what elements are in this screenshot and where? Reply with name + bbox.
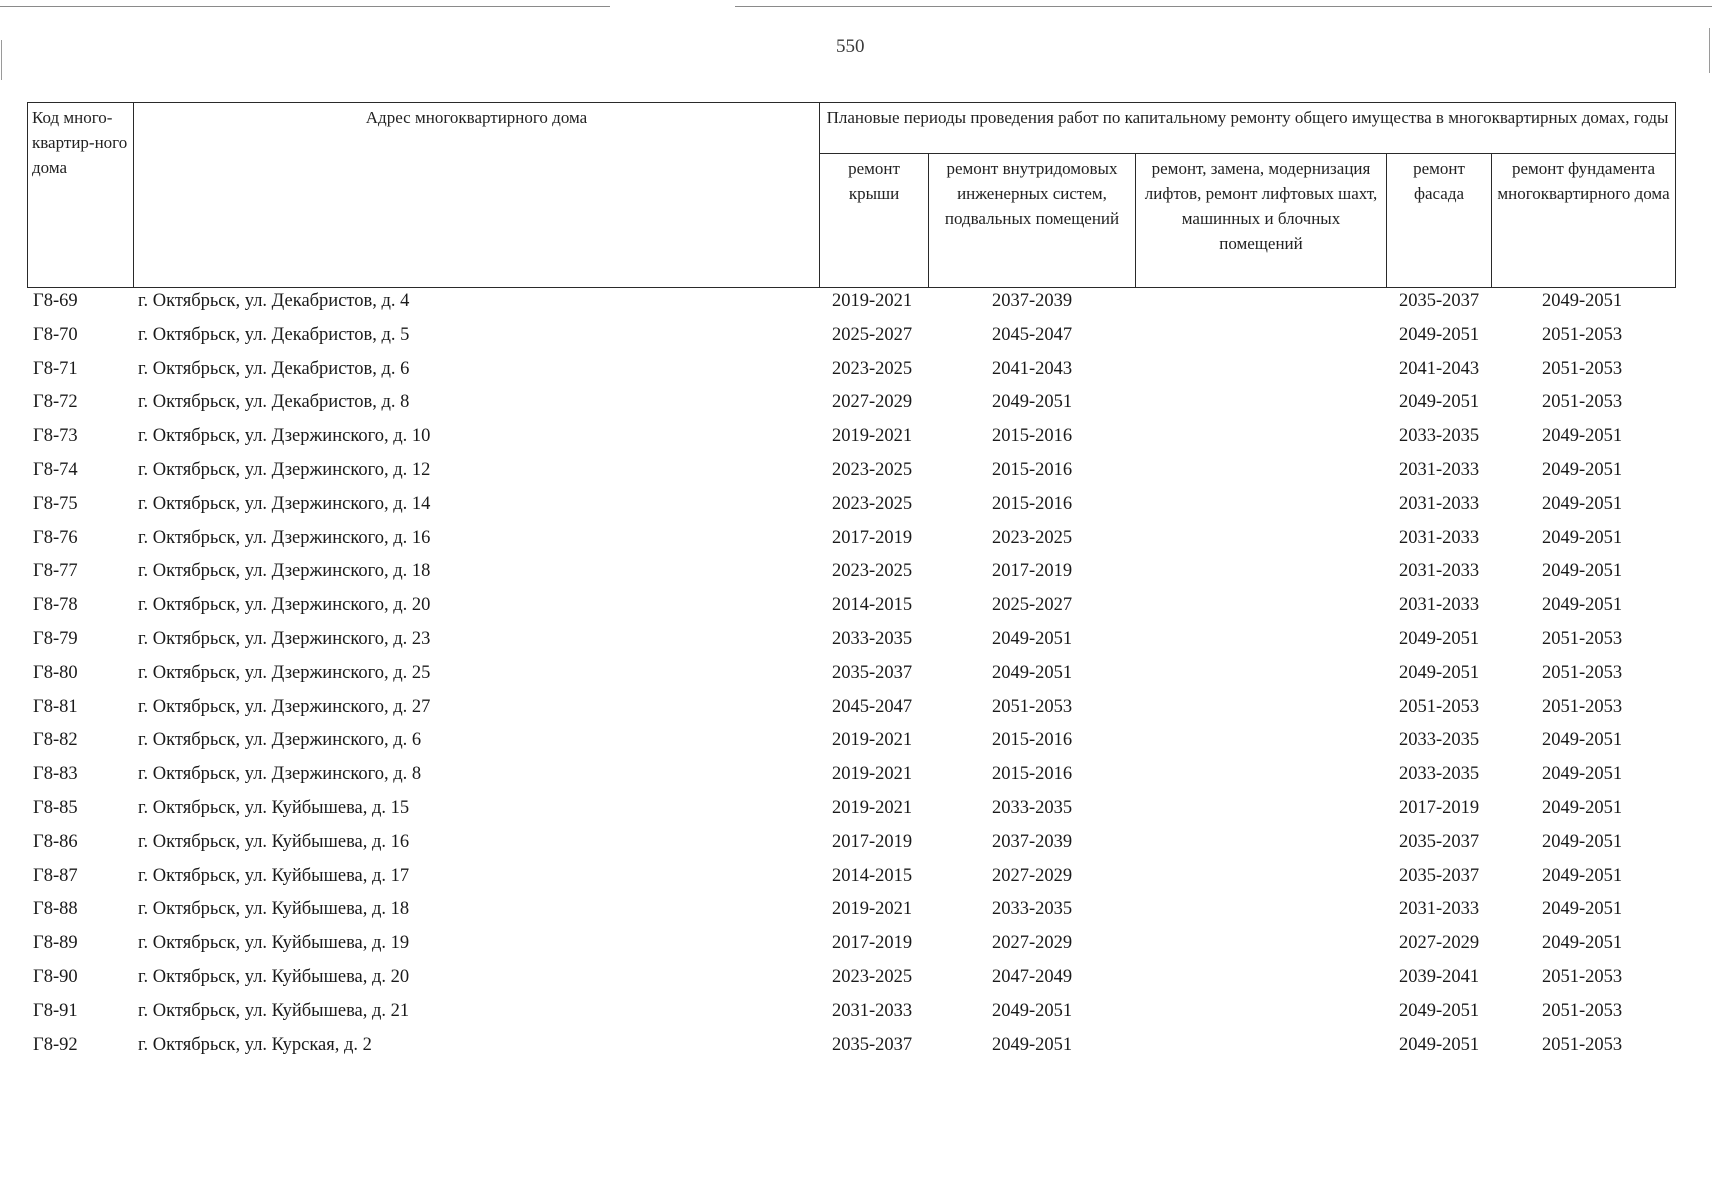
cell-systems: 2049-2051: [992, 1000, 1073, 1021]
table-row: [27, 1031, 1675, 1065]
cell-code: Г8-73: [33, 426, 78, 447]
table-row: [27, 895, 1675, 929]
cell-foundation: 2051-2053: [1542, 324, 1623, 345]
cell-systems: 2023-2025: [992, 527, 1073, 548]
header-code: Код много-квартир-ного дома: [28, 103, 134, 288]
cell-facade: 2049-2051: [1399, 1034, 1480, 1055]
cell-code: Г8-85: [33, 797, 78, 818]
cell-foundation: 2049-2051: [1542, 865, 1623, 886]
cell-facade: 2039-2041: [1399, 966, 1480, 987]
cell-roof: 2017-2019: [832, 933, 913, 954]
cell-foundation: 2049-2051: [1542, 561, 1623, 582]
cell-systems: 2017-2019: [992, 561, 1073, 582]
cell-facade: 2027-2029: [1399, 933, 1480, 954]
cell-address: г. Октябрьск, ул. Дзержинского, д. 6: [138, 730, 422, 751]
cell-code: Г8-87: [33, 865, 78, 886]
cell-roof: 2019-2021: [832, 797, 913, 818]
cell-address: г. Октябрьск, ул. Дзержинского, д. 23: [138, 628, 431, 649]
table-row: [27, 963, 1675, 997]
cell-systems: 2051-2053: [992, 696, 1073, 717]
cell-roof: 2023-2025: [832, 358, 913, 379]
cell-systems: 2027-2029: [992, 933, 1073, 954]
cell-code: Г8-91: [33, 1000, 78, 1021]
cell-roof: 2023-2025: [832, 493, 913, 514]
cell-facade: 2035-2037: [1399, 291, 1480, 311]
cell-roof: 2035-2037: [832, 1034, 913, 1055]
cell-code: Г8-75: [33, 493, 78, 514]
cell-foundation: 2051-2053: [1542, 1034, 1623, 1055]
cell-roof: 2014-2015: [832, 865, 913, 886]
cell-systems: 2049-2051: [992, 628, 1073, 649]
cell-facade: 2049-2051: [1399, 324, 1480, 345]
cell-systems: 2033-2035: [992, 797, 1073, 818]
table-row: [27, 287, 1675, 321]
header-foundation: ремонт фундамента многоквартирного дома: [1492, 154, 1676, 288]
cell-code: Г8-74: [33, 459, 78, 480]
cell-foundation: 2049-2051: [1542, 459, 1623, 480]
cell-systems: 2033-2035: [992, 899, 1073, 920]
cell-systems: 2037-2039: [992, 291, 1073, 311]
cell-code: Г8-79: [33, 628, 78, 649]
cell-code: Г8-82: [33, 730, 78, 751]
cell-code: Г8-90: [33, 966, 78, 987]
cell-foundation: 2049-2051: [1542, 291, 1623, 311]
cell-roof: 2035-2037: [832, 662, 913, 683]
cell-code: Г8-81: [33, 696, 78, 717]
cell-systems: 2047-2049: [992, 966, 1073, 987]
cell-systems: 2045-2047: [992, 324, 1073, 345]
scan-edge-line: [1, 40, 2, 80]
cell-facade: 2041-2043: [1399, 358, 1480, 379]
cell-facade: 2033-2035: [1399, 426, 1480, 447]
cell-roof: 2027-2029: [832, 392, 913, 413]
cell-address: г. Октябрьск, ул. Дзержинского, д. 10: [138, 426, 431, 447]
cell-facade: 2035-2037: [1399, 865, 1480, 886]
cell-address: г. Октябрьск, ул. Дзержинского, д. 16: [138, 527, 431, 548]
cell-address: г. Октябрьск, ул. Куйбышева, д. 16: [138, 831, 410, 852]
cell-foundation: 2051-2053: [1542, 1000, 1623, 1021]
cell-facade: 2031-2033: [1399, 527, 1480, 548]
cell-address: г. Октябрьск, ул. Куйбышева, д. 15: [138, 797, 410, 818]
cell-roof: 2033-2035: [832, 628, 913, 649]
cell-roof: 2019-2021: [832, 426, 913, 447]
header-facade: ремонт фасада: [1387, 154, 1492, 288]
cell-code: Г8-89: [33, 933, 78, 954]
cell-address: г. Октябрьск, ул. Курская, д. 2: [138, 1034, 372, 1055]
cell-systems: 2015-2016: [992, 764, 1073, 785]
cell-foundation: 2049-2051: [1542, 730, 1623, 751]
cell-code: Г8-78: [33, 595, 78, 616]
cell-facade: 2049-2051: [1399, 662, 1480, 683]
cell-foundation: 2049-2051: [1542, 426, 1623, 447]
cell-foundation: 2049-2051: [1542, 831, 1623, 852]
cell-systems: 2015-2016: [992, 730, 1073, 751]
cell-address: г. Октябрьск, ул. Декабристов, д. 8: [138, 392, 410, 413]
cell-code: Г8-71: [33, 358, 78, 379]
cell-foundation: 2049-2051: [1542, 899, 1623, 920]
cell-foundation: 2051-2053: [1542, 696, 1623, 717]
cell-address: г. Октябрьск, ул. Куйбышева, д. 19: [138, 933, 410, 954]
cell-facade: 2051-2053: [1399, 696, 1480, 717]
cell-foundation: 2051-2053: [1542, 392, 1623, 413]
cell-code: Г8-88: [33, 899, 78, 920]
cell-address: г. Октябрьск, ул. Куйбышева, д. 20: [138, 966, 410, 987]
table-row: [27, 794, 1675, 828]
cell-code: Г8-86: [33, 831, 78, 852]
cell-code: Г8-92: [33, 1034, 78, 1055]
header-roof: ремонт крыши: [820, 154, 929, 288]
table-row: [27, 321, 1675, 355]
cell-facade: 2033-2035: [1399, 764, 1480, 785]
table-body: [27, 287, 1675, 1064]
cell-address: г. Октябрьск, ул. Декабристов, д. 5: [138, 324, 410, 345]
table-row: [27, 524, 1675, 558]
table-row: [27, 490, 1675, 524]
table-row: [27, 726, 1675, 760]
cell-foundation: 2049-2051: [1542, 527, 1623, 548]
cell-address: г. Октябрьск, ул. Куйбышева, д. 21: [138, 1000, 410, 1021]
cell-systems: 2049-2051: [992, 392, 1073, 413]
cell-systems: 2015-2016: [992, 459, 1073, 480]
cell-address: г. Октябрьск, ул. Дзержинского, д. 8: [138, 764, 422, 785]
cell-facade: 2049-2051: [1399, 628, 1480, 649]
cell-code: Г8-83: [33, 764, 78, 785]
cell-address: г. Октябрьск, ул. Дзержинского, д. 14: [138, 493, 431, 514]
cell-systems: 2041-2043: [992, 358, 1073, 379]
page-number: 550: [836, 36, 865, 57]
table-row: [27, 659, 1675, 693]
cell-foundation: 2051-2053: [1542, 628, 1623, 649]
cell-systems: 2015-2016: [992, 493, 1073, 514]
cell-facade: 2031-2033: [1399, 493, 1480, 514]
cell-facade: 2031-2033: [1399, 561, 1480, 582]
cell-systems: 2015-2016: [992, 426, 1073, 447]
cell-facade: 2049-2051: [1399, 392, 1480, 413]
table-row: [27, 355, 1675, 389]
cell-foundation: 2049-2051: [1542, 764, 1623, 785]
cell-roof: 2019-2021: [832, 730, 913, 751]
cell-facade: 2017-2019: [1399, 797, 1480, 818]
table-row: [27, 456, 1675, 490]
cell-code: Г8-80: [33, 662, 78, 683]
cell-roof: 2023-2025: [832, 459, 913, 480]
cell-systems: 2049-2051: [992, 1034, 1073, 1055]
cell-address: г. Октябрьск, ул. Декабристов, д. 4: [138, 291, 410, 311]
table-row: [27, 625, 1675, 659]
cell-roof: 2017-2019: [832, 831, 913, 852]
table-row: [27, 760, 1675, 794]
cell-foundation: 2051-2053: [1542, 358, 1623, 379]
cell-roof: 2025-2027: [832, 324, 913, 345]
cell-facade: 2049-2051: [1399, 1000, 1480, 1021]
cell-roof: 2019-2021: [832, 764, 913, 785]
cell-roof: 2017-2019: [832, 527, 913, 548]
cell-foundation: 2049-2051: [1542, 595, 1623, 616]
cell-code: Г8-76: [33, 527, 78, 548]
cell-facade: 2035-2037: [1399, 831, 1480, 852]
cell-roof: 2023-2025: [832, 561, 913, 582]
cell-facade: 2031-2033: [1399, 595, 1480, 616]
scan-edge-line: [1709, 28, 1710, 73]
cell-roof: 2045-2047: [832, 696, 913, 717]
cell-facade: 2031-2033: [1399, 899, 1480, 920]
cell-facade: 2031-2033: [1399, 459, 1480, 480]
cell-foundation: 2049-2051: [1542, 797, 1623, 818]
cell-foundation: 2051-2053: [1542, 662, 1623, 683]
cell-address: г. Октябрьск, ул. Куйбышева, д. 17: [138, 865, 410, 886]
cell-foundation: 2049-2051: [1542, 933, 1623, 954]
table-row: [27, 557, 1675, 591]
cell-code: Г8-72: [33, 392, 78, 413]
table-row: [27, 828, 1675, 862]
cell-roof: 2019-2021: [832, 899, 913, 920]
cell-code: Г8-70: [33, 324, 78, 345]
header-lifts: ремонт, замена, модернизация лифтов, ремонт лифтовых шахт, машинных и блочных помещений: [1136, 154, 1387, 288]
cell-roof: 2031-2033: [832, 1000, 913, 1021]
table-row: [27, 997, 1675, 1031]
cell-address: г. Октябрьск, ул. Дзержинского, д. 27: [138, 696, 431, 717]
table-row: [27, 862, 1675, 896]
cell-facade: 2033-2035: [1399, 730, 1480, 751]
cell-code: Г8-69: [33, 291, 78, 311]
cell-systems: 2027-2029: [992, 865, 1073, 886]
cell-roof: 2014-2015: [832, 595, 913, 616]
header-address: Адрес многоквартирного дома: [134, 103, 820, 288]
cell-roof: 2023-2025: [832, 966, 913, 987]
cell-address: г. Октябрьск, ул. Куйбышева, д. 18: [138, 899, 410, 920]
cell-address: г. Октябрьск, ул. Дзержинского, д. 25: [138, 662, 431, 683]
cell-address: г. Октябрьск, ул. Дзержинского, д. 12: [138, 459, 431, 480]
cell-systems: 2049-2051: [992, 662, 1073, 683]
cell-code: Г8-77: [33, 561, 78, 582]
table-header: [27, 102, 1676, 288]
cell-address: г. Октябрьск, ул. Дзержинского, д. 20: [138, 595, 431, 616]
cell-systems: 2025-2027: [992, 595, 1073, 616]
table-row: [27, 388, 1675, 422]
cell-foundation: 2051-2053: [1542, 966, 1623, 987]
header-systems: ремонт внутридомовых инженерных систем, подвальных помещений: [929, 154, 1136, 288]
scan-edge-line: [735, 6, 1712, 7]
table-row: [27, 591, 1675, 625]
table-row: [27, 422, 1675, 456]
cell-address: г. Октябрьск, ул. Дзержинского, д. 18: [138, 561, 431, 582]
table-row: [27, 693, 1675, 727]
cell-address: г. Октябрьск, ул. Декабристов, д. 6: [138, 358, 410, 379]
scan-edge-line: [0, 6, 610, 7]
header-periods-group: Плановые периоды проведения работ по капитальному ремонту общего имущества в многоквартирных домах, годы: [820, 103, 1676, 154]
cell-foundation: 2049-2051: [1542, 493, 1623, 514]
table-row: [27, 929, 1675, 963]
cell-systems: 2037-2039: [992, 831, 1073, 852]
cell-roof: 2019-2021: [832, 291, 913, 311]
